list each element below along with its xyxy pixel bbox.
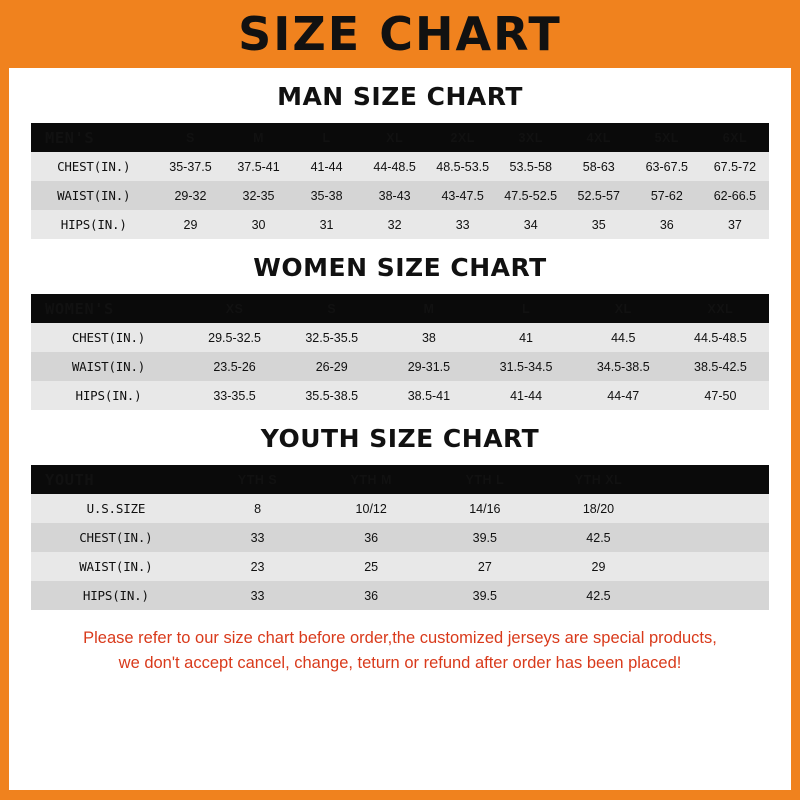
cell: 29-32 [174,188,207,203]
footer-note-line-2: we don't accept cancel, change, teturn or refund after order has been placed! [118,653,682,672]
bottom-strip [0,790,800,800]
cell: 39.5 [472,588,497,603]
footer-note-line-1: Please refer to our size chart before order,the customized jerseys are special products, [83,629,717,647]
men-corner-label: MEN'S [45,128,95,147]
youth-col-header: YTH L [465,472,505,487]
youth-table-body [31,494,769,610]
table-header-row [31,123,769,152]
cell: 35.5-38.5 [305,388,359,403]
youth-col-header: YTH S [237,472,278,487]
cell: 23 [250,559,265,574]
cell: 42.5 [586,588,611,603]
youth-corner-label: YOUTH [45,470,95,489]
cell: 29 [591,559,606,574]
section-men [31,82,769,239]
men-col-header: M [253,130,264,145]
women-table-body [31,323,769,410]
cell: 36 [659,217,674,232]
cell: 31 [319,217,334,232]
row-label: U.S.SIZE [86,501,146,516]
cell: 31.5-34.5 [499,359,553,374]
men-col-header: S [186,130,195,145]
cell: 33 [455,217,470,232]
cell: 29-31.5 [407,359,451,374]
women-col-header: M [423,301,435,316]
men-table-body [31,152,769,239]
table-row [31,581,769,610]
cell: 32.5-35.5 [305,330,359,345]
section-women [31,253,769,410]
youth-col-header-empty [655,465,769,494]
youth-table-header [31,465,769,494]
cell: 44.5-48.5 [694,330,747,345]
cell: 18/20 [582,501,615,516]
row-label: HIPS(IN.) [82,588,149,603]
men-table-header [31,123,769,152]
cell: 43-47.5 [441,188,484,203]
cell: 44-48.5 [373,159,416,174]
cell: 44.5 [611,330,636,345]
cell: 34.5-38.5 [596,359,650,374]
row-label: WAIST(IN.) [71,359,146,374]
row-label: HIPS(IN.) [75,388,142,403]
table-row [31,494,769,523]
cell: 67.5-72 [713,159,757,174]
cell: 37 [727,217,742,232]
cell: 38.5-42.5 [694,359,747,374]
section-title-youth: YOUTH SIZE CHART [260,424,540,453]
cell: 29.5-32.5 [208,330,261,345]
men-col-header: 2XL [450,130,475,145]
row-label: CHEST(IN.) [71,330,146,345]
table-row [31,152,769,181]
women-col-header: XS [225,301,244,316]
cell: 41 [519,330,534,345]
youth-size-table [31,465,769,610]
page-title: SIZE CHART [238,7,562,61]
row-label: HIPS(IN.) [60,217,127,232]
cell: 32 [387,217,402,232]
row-label: WAIST(IN.) [57,188,131,203]
cell: 33 [250,588,265,603]
cell: 34 [523,217,538,232]
cell: 32-35 [242,188,275,203]
cell: 42.5 [586,530,611,545]
men-col-header: 5XL [654,130,680,145]
women-corner-label: WOMEN'S [45,299,114,318]
cell: 26-29 [315,359,348,374]
content-area [9,82,791,676]
men-col-header: XL [386,130,404,145]
cell: 41-44 [310,159,343,174]
table-row [31,323,769,352]
cell: 47-50 [704,388,737,403]
section-title-men: MAN SIZE CHART [277,82,523,111]
section-title-women: WOMEN SIZE CHART [253,253,547,282]
cell: 27 [477,559,492,574]
cell: 8 [254,501,262,516]
women-col-header: L [522,301,531,316]
table-header-row [31,294,769,323]
women-table-header [31,294,769,323]
cell: 38.5-41 [407,388,451,403]
cell: 14/16 [469,501,501,516]
youth-col-header: YTH XL [574,472,623,487]
cell-empty [655,494,769,523]
row-label: CHEST(IN.) [57,159,131,174]
table-row [31,552,769,581]
men-col-header: 4XL [586,130,611,145]
cell: 57-62 [650,188,683,203]
table-row [31,352,769,381]
cell: 29 [183,217,198,232]
women-col-header: XL [614,301,632,316]
cell: 41-44 [510,388,543,403]
cell: 47.5-52.5 [504,188,558,203]
header-banner [0,0,800,68]
table-row [31,210,769,239]
men-col-header: 3XL [518,130,543,145]
men-col-header: 6XL [722,130,748,145]
cell: 35-37.5 [169,159,212,174]
cell: 30 [251,217,266,232]
cell: 23.5-26 [213,359,256,374]
cell: 35 [591,217,606,232]
cell: 33-35.5 [213,388,256,403]
cell: 39.5 [472,530,497,545]
table-row [31,381,769,410]
men-col-header: L [322,130,331,145]
men-size-table [31,123,769,239]
youth-col-header: YTH M [350,472,392,487]
row-label: CHEST(IN.) [79,530,153,545]
cell-empty [655,552,769,581]
cell-empty [655,581,769,610]
cell: 10/12 [355,501,387,516]
cell: 37.5-41 [237,159,280,174]
footer-note [31,626,769,676]
section-youth [31,424,769,610]
row-label: WAIST(IN.) [79,559,153,574]
cell: 36 [364,530,379,545]
cell: 25 [364,559,379,574]
cell: 44-47 [607,388,640,403]
cell: 36 [364,588,379,603]
women-size-table [31,294,769,410]
cell: 38 [421,330,436,345]
cell: 53.5-58 [509,159,552,174]
cell: 38-43 [378,188,411,203]
cell: 33 [250,530,265,545]
women-col-header: XXL [707,301,734,316]
cell: 58-63 [582,159,615,174]
cell: 62-66.5 [713,188,757,203]
cell-empty [655,523,769,552]
table-header-row [31,465,769,494]
table-row [31,181,769,210]
cell: 48.5-53.5 [436,159,490,174]
women-col-header: S [327,301,337,316]
cell: 35-38 [310,188,343,203]
cell: 63-67.5 [645,159,688,174]
cell: 52.5-57 [577,188,620,203]
table-row [31,523,769,552]
